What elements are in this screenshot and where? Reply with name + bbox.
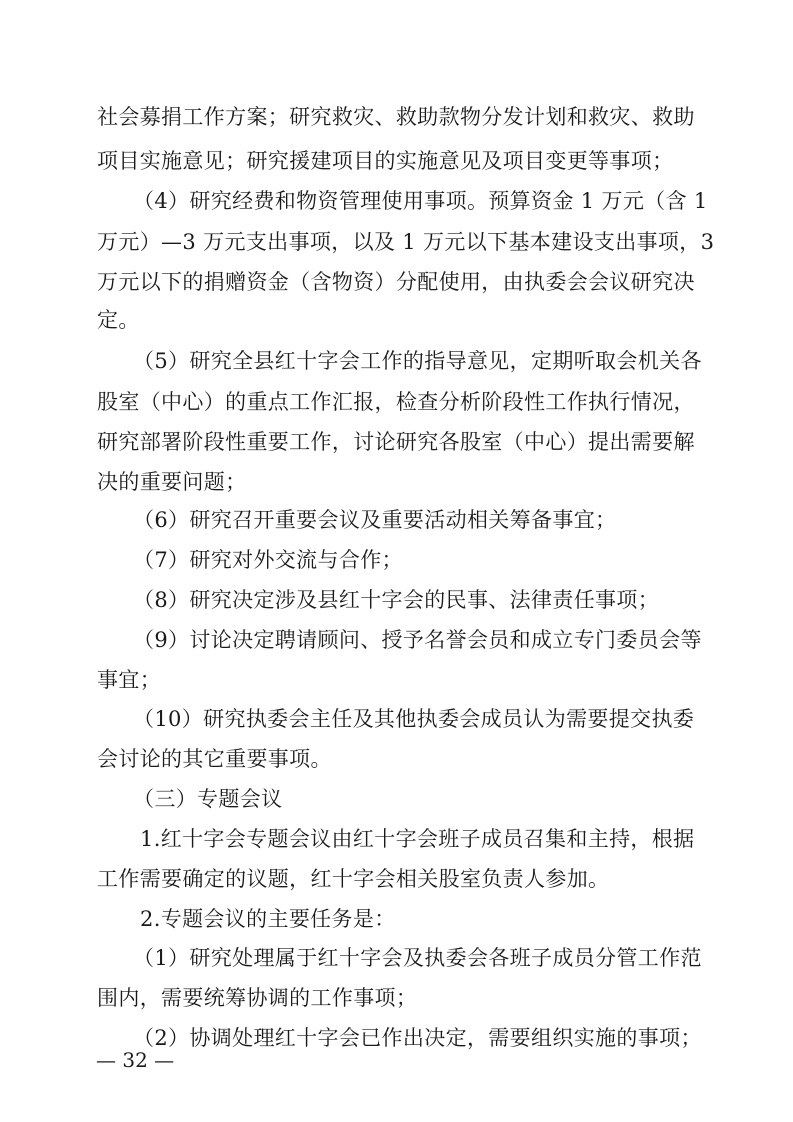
paragraph-line: 围内，需要统筹协调的工作事项； bbox=[97, 986, 418, 1010]
paragraph-line: （6）研究召开重要会议及重要活动相关筹备事宜； bbox=[133, 508, 617, 532]
section-heading: （三）专题会议 bbox=[133, 787, 283, 811]
paragraph-line: （9）讨论决定聘请顾问、授予名誉会员和成立专门委员会等 bbox=[133, 628, 702, 652]
paragraph-line: 研究部署阶段性重要工作，讨论研究各股室（中心）提出需要解 bbox=[97, 430, 695, 454]
paragraph-line: 定。 bbox=[97, 308, 140, 332]
paragraph-line: 万元以下的捐赠资金（含物资）分配使用，由执委会会议研究决 bbox=[97, 270, 695, 294]
paragraph-line: （7）研究对外交流与合作； bbox=[133, 548, 403, 572]
paragraph-line: 项目实施意见；研究援建项目的实施意见及项目变更等事项； bbox=[97, 149, 674, 173]
paragraph-line: （10）研究执委会主任及其他执委会成员认为需要提交执委 bbox=[133, 707, 695, 731]
paragraph-line: 股室（中心）的重点工作汇报，检查分析阶段性工作执行情况， bbox=[97, 390, 695, 414]
paragraph-line: 决的重要问题； bbox=[97, 470, 247, 494]
paragraph-line: 1.红十字会专题会议由红十字会班子成员召集和主持，根据 bbox=[140, 827, 695, 851]
paragraph-line: （4）研究经费和物资管理使用事项。预算资金 1 万元（含 1 bbox=[133, 189, 708, 213]
paragraph-line: 2.专题会议的主要任务是： bbox=[140, 907, 396, 931]
paragraph-line: 社会募捐工作方案；研究救灾、救助款物分发计划和救灾、救助 bbox=[97, 105, 695, 129]
page-number: — 32 — bbox=[96, 1048, 175, 1072]
paragraph-line: 万元）—3 万元支出事项，以及 1 万元以下基本建设支出事项，3 bbox=[97, 230, 715, 254]
paragraph-line: 工作需要确定的议题，红十字会相关股室负责人参加。 bbox=[97, 867, 610, 891]
paragraph-line: （1）研究处理属于红十字会及执委会各班子成员分管工作范 bbox=[133, 946, 702, 970]
paragraph-line: （5）研究全县红十字会工作的指导意见，定期听取会机关各 bbox=[133, 349, 702, 373]
paragraph-line: 会讨论的其它重要事项。 bbox=[97, 747, 332, 771]
paragraph-line: 事宜； bbox=[97, 668, 162, 692]
paragraph-line: （8）研究决定涉及县红十字会的民事、法律责任事项； bbox=[133, 588, 660, 612]
paragraph-line: （2）协调处理红十字会已作出决定，需要组织实施的事项； bbox=[133, 1026, 702, 1050]
